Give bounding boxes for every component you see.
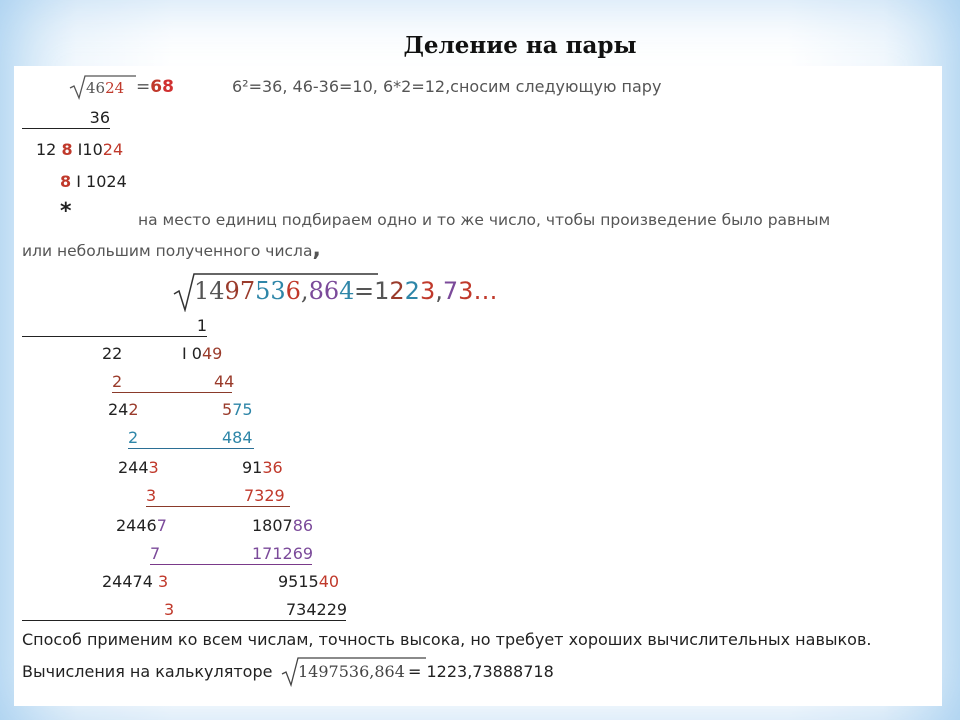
slide-title: Деление на пары — [403, 32, 637, 59]
result-2-group-0: = — [354, 277, 375, 305]
root-digit-2: 8 — [162, 77, 174, 97]
row-8-divisor: 24467 — [116, 516, 167, 535]
steps-text: 6²=36, 46-36=10, 6*2=12,сносим следующую пару — [232, 77, 662, 96]
row-11: 3 734229 — [22, 600, 346, 621]
conclusion-text: Способ применим ко всем числам, точность высока, но требует хороших вычислительных навыков. — [22, 630, 872, 649]
sub-value-36: 36 — [89, 108, 110, 127]
remainder-prefix: I10 — [72, 140, 103, 159]
result-2-group-1: 1 — [374, 277, 390, 305]
radicand-2-group-0: 14 — [194, 277, 225, 305]
note-line-2: или небольшим полученного числа, — [22, 237, 321, 262]
result-2-group-4: 3 — [419, 277, 436, 305]
calculator-label: Вычисления на калькуляторе — [22, 662, 273, 681]
division-line-3 — [60, 172, 127, 192]
row-9: 7 171269 — [150, 544, 314, 563]
root-digit-1: 6 — [150, 77, 163, 97]
row-2-remainder: I 049 — [182, 344, 223, 363]
row-8-remainder: 180786 — [252, 516, 314, 535]
radicand-2-group-1: 97 — [224, 277, 256, 305]
row-4-divisor: 242 — [108, 400, 139, 419]
row-10-divisor: 24474 3 — [102, 572, 169, 591]
result-2-group-2: 2 — [389, 277, 405, 305]
guess-digit-8: 8 — [61, 140, 73, 159]
radicand-2-group-3: 6 — [285, 277, 301, 305]
equals-sign: = — [136, 77, 151, 97]
row-7: 3 7329 — [146, 486, 290, 507]
calculator-result: = 1223,73888718 — [408, 662, 554, 681]
note-line-1: на место единиц подбираем одно и то же число, чтобы произведение было равным — [138, 211, 831, 229]
row-6-divisor: 2443 — [118, 458, 159, 477]
row-2-divisor: 22 — [102, 344, 123, 363]
root-result-2 — [354, 276, 497, 306]
asterisk-mark: * — [60, 199, 72, 224]
row-5: 2 484 — [128, 428, 253, 447]
radicand-1 — [86, 78, 124, 98]
result-2-group-7: 3 — [458, 277, 474, 305]
result-2-group-3: 2 — [404, 277, 420, 305]
content-panel — [14, 66, 942, 706]
row-4-remainder: 575 — [222, 400, 253, 419]
row-1: 1 — [22, 316, 207, 337]
radicand-2-group-2: 53 — [255, 277, 286, 305]
row-10-remainder: 951540 — [278, 572, 340, 591]
result-2-group-8: … — [473, 277, 498, 305]
root-result-1 — [136, 77, 174, 97]
radicand-1-part-b: 24 — [105, 79, 125, 97]
row-3: 2 44 — [112, 372, 235, 391]
calculator-radicand: 1497536,864 — [298, 662, 405, 681]
remainder-pair: 24 — [102, 140, 124, 159]
radicand-2 — [194, 276, 354, 306]
divisor-12: 12 — [36, 140, 62, 159]
row-6-remainder: 9136 — [242, 458, 283, 477]
result-2-group-6: 7 — [442, 277, 459, 305]
radicand-2-group-4: , — [300, 277, 309, 305]
subtraction-line-1 — [22, 108, 110, 129]
guess-digit-8b: 8 — [60, 172, 72, 191]
radicand-2-group-5: 86 — [308, 277, 340, 305]
division-line-2 — [36, 140, 123, 160]
result-2-group-5: , — [435, 277, 443, 305]
radicand-2-group-6: 4 — [339, 277, 355, 305]
product-1024: I 1024 — [71, 172, 127, 191]
radicand-1-part-a: 46 — [86, 79, 106, 97]
